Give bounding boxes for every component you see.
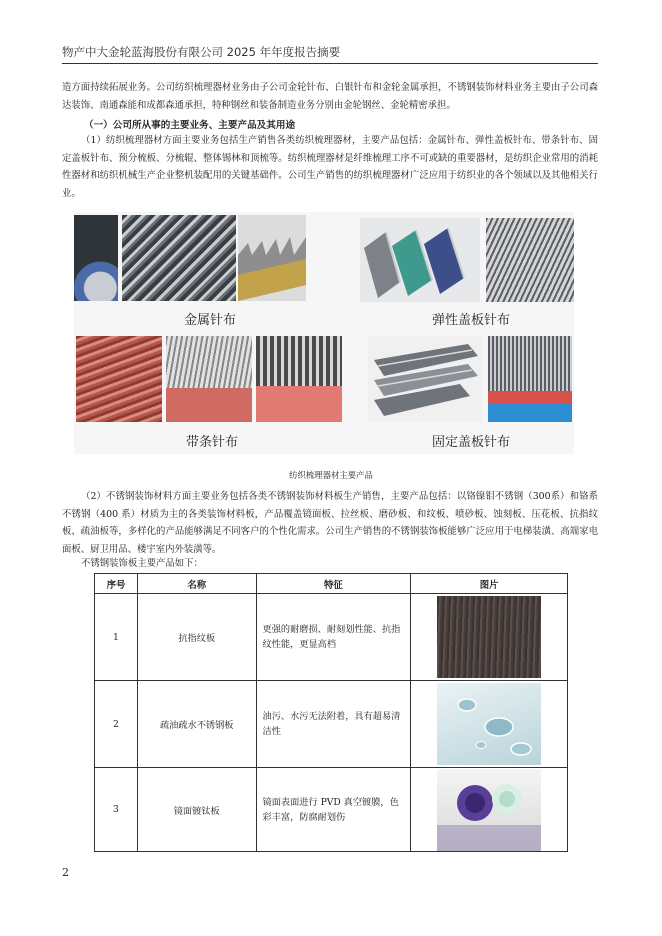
header-divider	[62, 63, 598, 64]
row-feature: 更强的耐磨损、耐刻划性能、抗指纹性能，更显高档	[256, 594, 411, 681]
header-name: 名称	[137, 574, 256, 594]
figure-label-stationary-flat-clothing: 固定盖板针布	[432, 435, 511, 450]
row-image-cell	[411, 681, 568, 768]
row-number: 3	[95, 768, 138, 852]
report-header-title: 物产中大金轮蓝海股份有限公司 2025 年年度报告摘要	[62, 45, 341, 59]
figure-label-metallic-card-clothing: 金属针布	[184, 313, 237, 328]
table-row	[95, 681, 568, 768]
row-name: 抗指纹板	[137, 594, 256, 681]
row-image-cell	[411, 768, 568, 852]
row-feature: 油污、水污无法附着，具有超易清洁性	[256, 681, 411, 768]
metallic-card-clothing-photo-1	[74, 215, 118, 301]
table-intro: 不锈钢装饰板主要产品如下：	[81, 558, 203, 569]
stationary-flat-clothing-photo-2	[488, 336, 572, 422]
flexible-flat-clothing-photo-1	[360, 218, 480, 302]
metallic-card-clothing-photo-2	[122, 215, 236, 301]
intro-paragraph: 造方面持续拓展业务。公司纺织梳理器材业务由子公司金轮针布、白银针布和金轮金属承担，不锈钢装饰材料业务主要由子公司森达装饰、南通森能和成都森通承担，特种钢丝和装备制造业务分别由金轮钢丝、金轮精密承担。	[62, 82, 598, 111]
water-droplet-board-photo	[437, 683, 541, 765]
figure-label-strip-clothing: 带条针布	[186, 435, 239, 450]
metallic-card-clothing-photo-3	[238, 215, 306, 301]
textile-products-figure	[74, 212, 574, 454]
header-image: 图片	[411, 574, 568, 594]
row-number: 2	[95, 681, 138, 768]
page-number: 2	[62, 866, 69, 879]
stainless-products-table	[94, 573, 568, 852]
figure-caption: 纺织梳理器材主要产品	[289, 470, 373, 480]
figure-label-flexible-flat-clothing: 弹性盖板针布	[432, 313, 511, 328]
mirror-titanium-board-photo	[437, 769, 541, 851]
table-header-row	[95, 574, 568, 594]
header-feature: 特征	[256, 574, 411, 594]
header-no: 序号	[95, 574, 138, 594]
row-feature: 镜面表面进行 PVD 真空镀膜，色彩丰富，防腐耐划伤	[256, 768, 411, 852]
stationary-flat-clothing-photo-1	[368, 336, 482, 422]
table-row	[95, 594, 568, 681]
row-name: 镜面镀钛板	[137, 768, 256, 852]
anti-fingerprint-board-photo	[437, 596, 541, 678]
strip-clothing-photo-3	[256, 336, 342, 422]
table-row	[95, 768, 568, 852]
row-number: 1	[95, 594, 138, 681]
section-heading: （一）公司所从事的主要业务、主要产品及其用途	[84, 120, 296, 131]
row-name: 疏油疏水不锈钢板	[137, 681, 256, 768]
flexible-flat-clothing-photo-2	[486, 218, 574, 302]
row-image-cell	[411, 594, 568, 681]
paragraph-stainless-steel: （2）不锈钢装饰材料方面主要业务包括各类不锈钢装饰材料板生产销售，主要产品包括：以铬镍钼不锈钢（300系）和铬系不锈钢（400 系）材质为主的各类装饰材料板，产品覆盖镜面板、拉丝板、磨砂板、和纹板、喷砂板、蚀刻板、压花板、抗指纹板、疏油板等，多样化的产品能够满足不同客户的个性化需求。公司生产销售的不锈钢装饰板能够广泛应用于电梯装潢、高端家电面板、厨卫用品、楼宇室内外装潢等。	[62, 491, 598, 555]
strip-clothing-photo-2	[166, 336, 252, 422]
paragraph-textile-equipment: （1）纺织梳理器材方面主要业务包括生产销售各类纺织梳理器材，主要产品包括：金属针布、弹性盖板针布、带条针布、固定盖板针布、预分梳板、分梳辊、整体锡林和顶梳等。纺织梳理器材是纤维梳理工序不可或缺的重要器材，是纺织企业常用的消耗性器材和纺织机械生产企业整机装配用的关键基础件。公司生产销售的纺织梳理器材广泛应用于纺织业的各个领域以及其他相关行业。	[62, 135, 598, 199]
strip-clothing-photo-1	[76, 336, 162, 422]
